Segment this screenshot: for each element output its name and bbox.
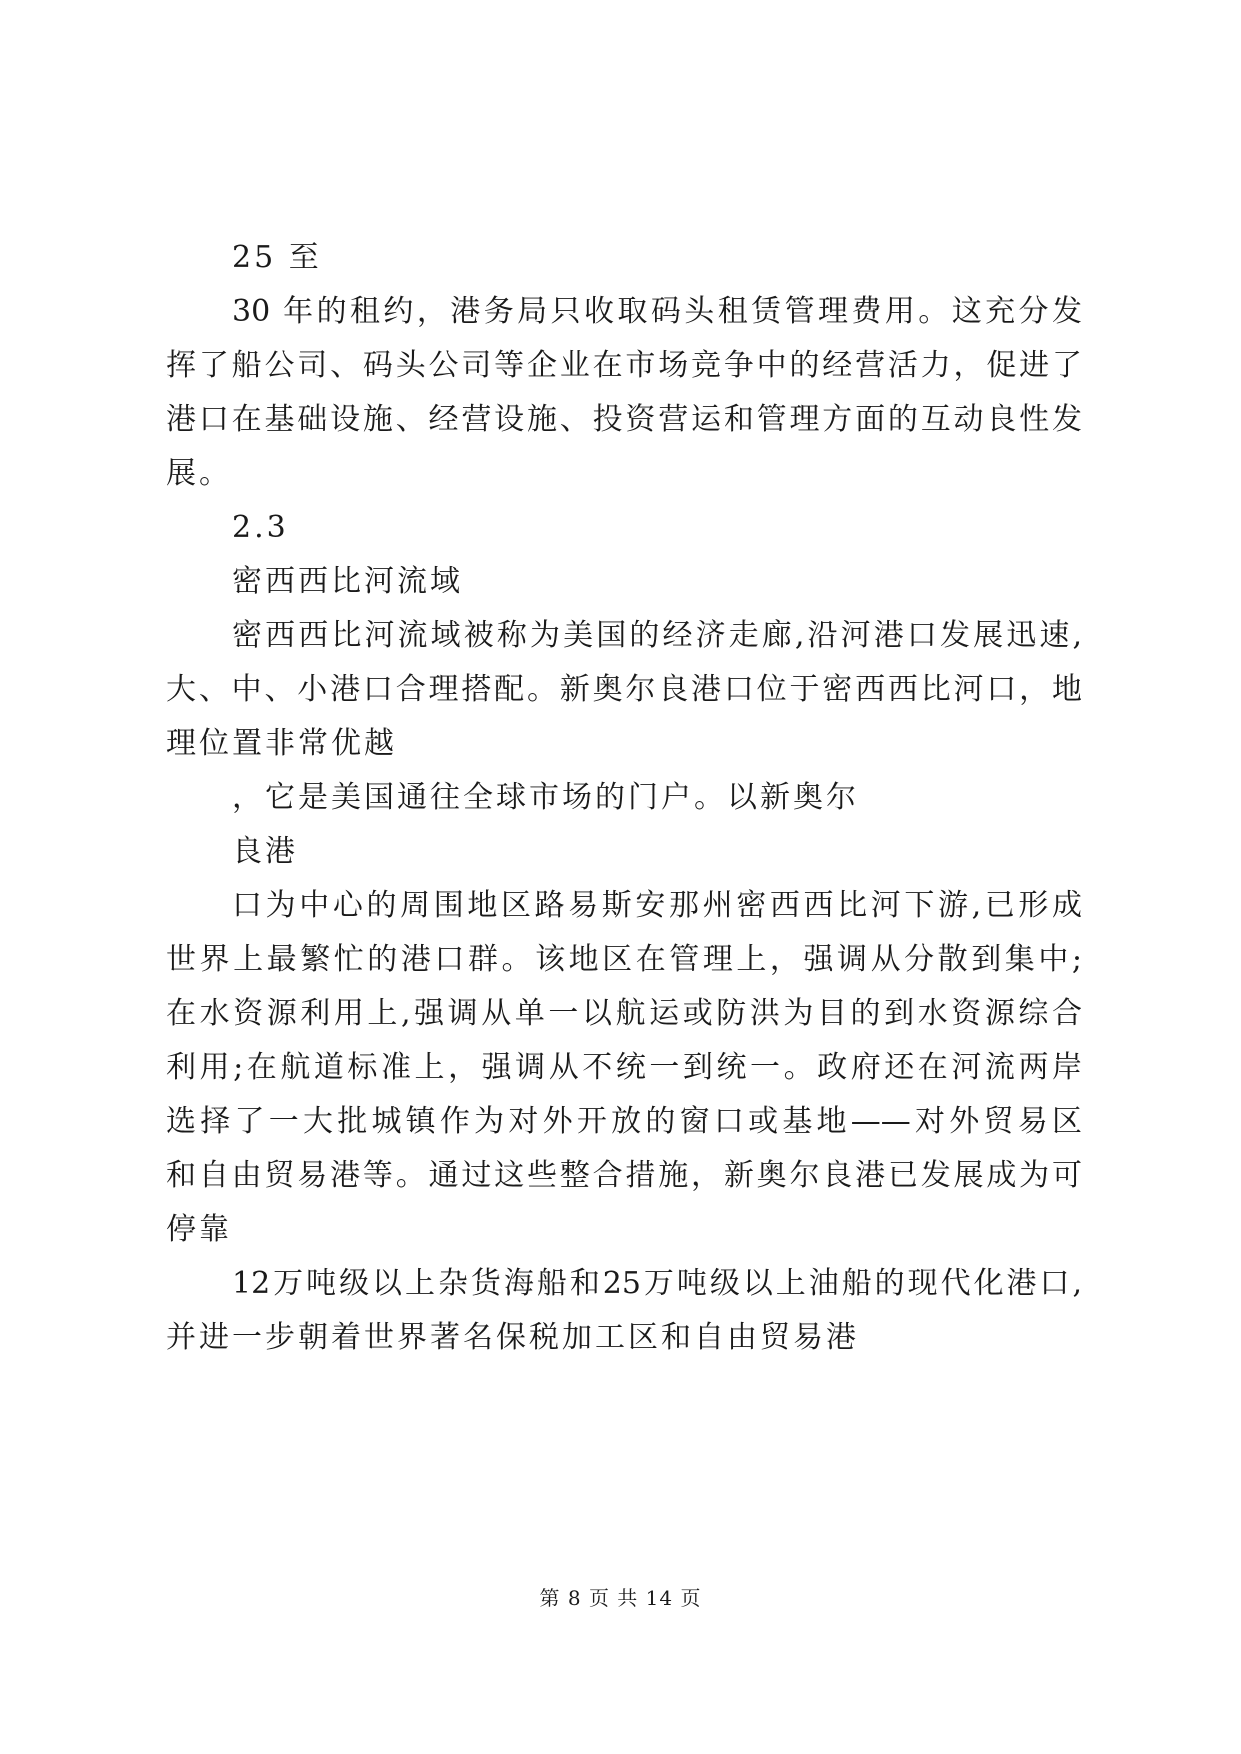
paragraph-line: 选择了一大批城镇作为对外开放的窗口或基地——对外贸易区: [166, 1104, 1082, 1139]
paragraph-line: 停靠: [166, 1212, 232, 1247]
section-title: 密西西比河流域: [232, 564, 463, 599]
paragraph-line: 理位置非常优越: [166, 726, 397, 761]
paragraph-line: 在水资源利用上,强调从单一以航运或防洪为目的到水资源综合: [166, 996, 1082, 1031]
paragraph-line: 挥了船公司、码头公司等企业在市场竞争中的经营活力，促进了: [166, 348, 1082, 383]
paragraph-line: 密西西比河流域被称为美国的经济走廊,沿河港口发展迅速,: [232, 618, 1082, 653]
paragraph-line: 并进一步朝着世界著名保税加工区和自由贸易港: [166, 1320, 859, 1355]
page-footer: 第 8 页 共 14 页: [539, 1586, 702, 1610]
paragraph-line: 世界上最繁忙的港口群。该地区在管理上，强调从分散到集中;: [166, 942, 1082, 977]
paragraph-line: 25 至: [232, 240, 322, 275]
paragraph-line: 良港: [232, 834, 298, 869]
paragraph-line: 30 年的租约，港务局只收取码头租赁管理费用。这充分发: [232, 294, 1082, 329]
paragraph-line: ，它是美国通往全球市场的门户。以新奥尔: [232, 780, 859, 815]
section-number: 2.3: [232, 510, 289, 545]
paragraph-line: 12万吨级以上杂货海船和25万吨级以上油船的现代化港口,: [232, 1266, 1082, 1301]
paragraph-line: 展。: [166, 456, 232, 491]
paragraph-line: 和自由贸易港等。通过这些整合措施，新奥尔良港已发展成为可: [166, 1158, 1082, 1193]
paragraph-line: 利用;在航道标准上，强调从不统一到统一。政府还在河流两岸: [166, 1050, 1082, 1085]
paragraph-line: 大、中、小港口合理搭配。新奥尔良港口位于密西西比河口，地: [166, 672, 1082, 707]
paragraph-line: 口为中心的周围地区路易斯安那州密西西比河下游,已形成: [232, 888, 1082, 923]
paragraph-line: 港口在基础设施、经营设施、投资营运和管理方面的互动良性发: [166, 402, 1082, 437]
